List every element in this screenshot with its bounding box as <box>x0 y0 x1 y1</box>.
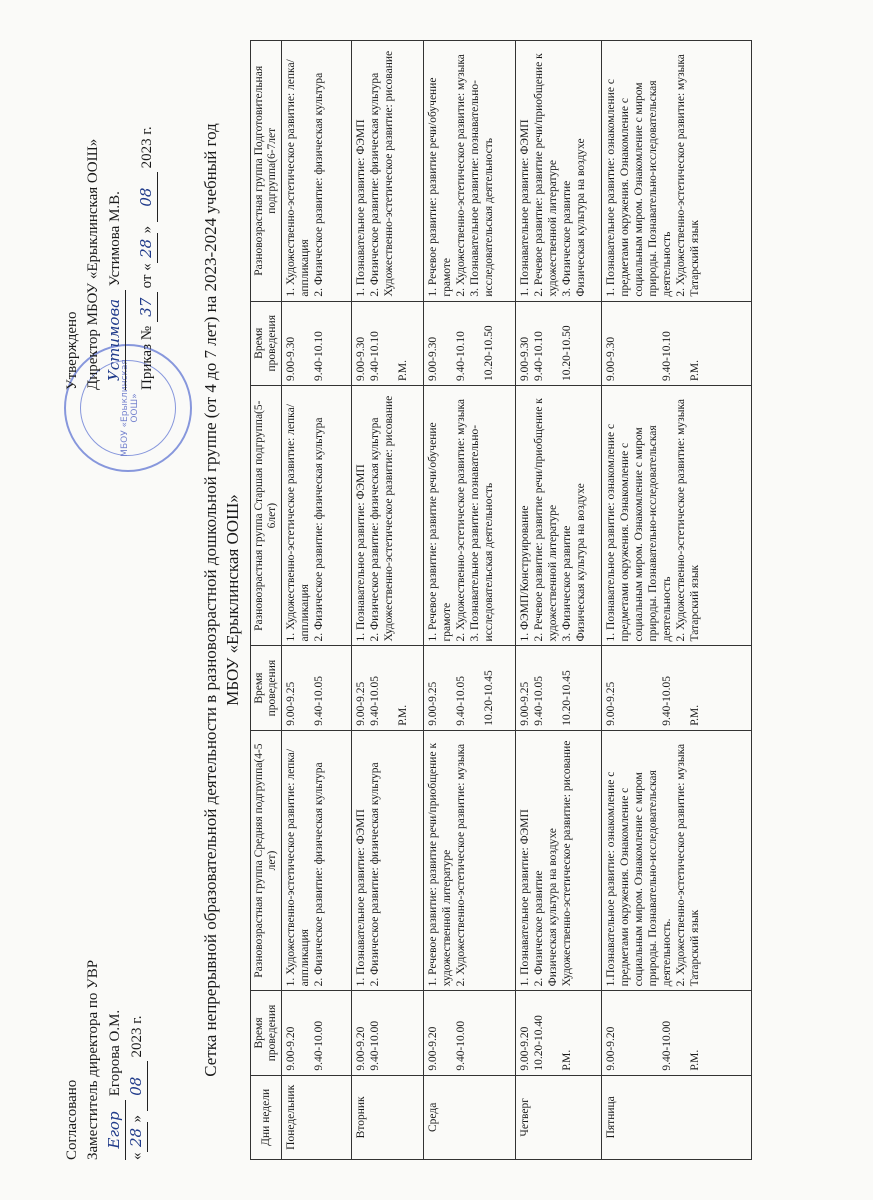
activity-item: 2. Физическое развитие: физическая культура <box>369 72 381 297</box>
day-label: Понедельник <box>285 1084 297 1150</box>
time-slot: 9.40-10.10 <box>455 331 467 381</box>
activity-item: 2. Физическое развитие <box>533 870 545 987</box>
schedule-body <box>282 41 752 1160</box>
time-slot: 9.00-9.25 <box>519 681 531 726</box>
activity-cell <box>424 730 516 991</box>
col-header-senior-group: Разновозрастная группа Старшая подгруппа(5-6лет) <box>251 385 282 646</box>
title-line-2: МБОУ «Ерыклинская ООШ» <box>223 494 242 706</box>
activity-item: 3. Познавательное развитие: познавательно-исследовательская деятельность <box>469 80 495 297</box>
activity-item: 2. Художественно-эстетическое развитие: музыка <box>455 743 467 987</box>
col-header-middle-group: Разновозрастная группа Средняя подгруппа(4-5 лет) <box>251 730 282 991</box>
time-slot: Р.М. <box>561 1049 573 1071</box>
activity-item: 1. Художественно-эстетическое развитие: лепка/аппликация <box>285 59 311 297</box>
time-slot <box>632 650 646 725</box>
table-row <box>352 41 424 1160</box>
time-cell <box>352 646 424 730</box>
director-signature: Устимова <box>104 290 126 390</box>
seal-text: МБОУ «Ерыклинская ООШ» <box>120 359 140 457</box>
time-slot <box>646 995 660 1070</box>
activity-cell <box>282 385 352 646</box>
time-slot <box>646 650 660 725</box>
time-slot: 9.00-9.30 <box>355 336 367 381</box>
activity-item: 1. Познавательное развитие: ФЭМП <box>355 809 367 987</box>
activity-item: 1. Познавательное развитие: ФЭМП <box>355 119 367 297</box>
time-slot: 9.00-9.25 <box>355 681 367 726</box>
time-slot <box>298 995 312 1070</box>
time-cell <box>602 301 752 385</box>
col-header-day: Дни недели <box>251 1075 282 1159</box>
time-cell <box>516 301 602 385</box>
time-slot: 9.00-9.30 <box>427 336 439 381</box>
deputy-signature: Егор <box>104 1100 126 1160</box>
time-slot <box>468 650 482 725</box>
time-slot: 9.40-10.05 <box>369 675 381 726</box>
table-header-row <box>251 41 282 1160</box>
time-slot: 9.40-10.00 <box>455 1020 467 1071</box>
activity-item: Татарский язык <box>689 909 701 987</box>
time-slot: 10.20-10.45 <box>483 670 495 726</box>
agreement-month: 08 <box>126 1061 148 1111</box>
time-slot: 9.40-10.05 <box>661 675 673 726</box>
activity-item: 2. Речевое развитие: развитие речи/приобщение к художественной литературе <box>533 398 559 642</box>
time-slot: Р.М. <box>397 704 409 726</box>
activity-cell <box>424 41 516 302</box>
deputy-signature-line <box>104 830 126 1160</box>
title-line-1: Сетка непрерывной образовательной деятельности в разновозрастной дошкольной группе (от 4 до 7 лет) на 2023-2024 учебный год <box>201 123 220 1077</box>
activity-item: 2. Художественно-эстетическое развитие: музыка <box>675 398 687 642</box>
time-slot <box>468 306 482 381</box>
time-cell <box>352 991 424 1075</box>
time-slot <box>618 650 632 725</box>
activity-item: 1. ФЭМП/Конструирование <box>519 505 531 642</box>
activity-item: 1. Познавательное развитие: ФЭМП <box>519 809 531 987</box>
time-slot <box>632 306 646 381</box>
order-day: 28 <box>136 233 158 263</box>
time-slot: 9.00-9.25 <box>285 681 297 726</box>
time-slot <box>618 995 632 1070</box>
activity-item: Татарский язык <box>689 564 701 642</box>
time-slot <box>382 306 396 381</box>
approved-label: Утверждено <box>64 311 80 390</box>
time-slot <box>674 650 688 725</box>
activity-cell <box>602 385 752 646</box>
agreed-label: Согласовано <box>64 1079 80 1160</box>
activity-cell <box>516 730 602 991</box>
order-month: 08 <box>136 172 158 222</box>
activity-item: 2. Художественно-эстетическое развитие: музыка <box>675 743 687 987</box>
time-slot: 9.00-9.25 <box>427 681 439 726</box>
day-cell <box>424 1075 516 1159</box>
time-cell <box>282 301 352 385</box>
time-slot: 9.40-10.00 <box>313 1020 325 1071</box>
col-header-time: Время проведения <box>251 301 282 385</box>
time-cell <box>282 991 352 1075</box>
order-year: 2023 г. <box>139 126 155 169</box>
time-slot <box>298 650 312 725</box>
day-cell <box>516 1075 602 1159</box>
activity-item: 1. Познавательное развитие: ФЭМП <box>355 464 367 642</box>
col-header-time: Время проведения <box>251 646 282 730</box>
activity-cell <box>424 385 516 646</box>
time-slot <box>646 306 660 381</box>
agreement-date: «28» 08 2023 г. <box>126 830 148 1160</box>
activity-item: 1.Познавательное развитие: ознакомление с предметами окружения. Ознакомление с социальным миром. Ознакомление с миром природы. Познавательно-исследовательская деятельность. <box>605 770 673 987</box>
order-line: Приказ № 37 от «28» 08 2023 г. <box>136 30 158 390</box>
order-prefix: Приказ № <box>139 325 155 390</box>
time-slot <box>382 650 396 725</box>
time-slot <box>440 650 454 725</box>
time-slot: 10.20-10.40 <box>533 1015 545 1071</box>
time-slot: Р.М. <box>689 1049 701 1071</box>
activity-item: 2. Физическое развитие: физическая культура <box>369 762 381 987</box>
time-slot: 9.00-9.30 <box>605 336 617 381</box>
time-cell <box>602 991 752 1075</box>
activity-item: 1. Художественно-эстетическое развитие: лепка/аппликация <box>285 748 311 987</box>
agreement-block <box>62 830 148 1160</box>
activity-item: Физическая культура на воздухе <box>547 828 559 987</box>
director-signature-line <box>104 30 126 390</box>
time-slot: 9.40-10.10 <box>369 331 381 381</box>
time-slot: Р.М. <box>689 360 701 381</box>
time-cell <box>424 646 516 730</box>
activity-item: 1. Познавательное развитие: ФЭМП <box>519 119 531 297</box>
activity-cell <box>602 730 752 991</box>
activity-item: 2. Физическое развитие: физическая культура <box>313 417 325 642</box>
time-slot: 10.20-10.50 <box>561 325 573 381</box>
time-slot <box>618 306 632 381</box>
time-slot: 9.40-10.05 <box>313 675 325 726</box>
day-label: Вторник <box>355 1096 367 1139</box>
time-slot <box>546 306 560 381</box>
activity-item: 3. Познавательное развитие: познавательно-исследовательская деятельность <box>469 424 495 642</box>
time-slot: 10.20-10.50 <box>483 325 495 381</box>
time-slot: 9.40-10.00 <box>661 1020 673 1071</box>
time-cell <box>424 991 516 1075</box>
time-slot: 9.40-10.10 <box>661 331 673 381</box>
day-cell <box>282 1075 352 1159</box>
time-slot: 9.00-9.20 <box>605 1026 617 1071</box>
activity-item: Физическая культура на воздухе <box>575 138 587 297</box>
time-slot <box>440 306 454 381</box>
activity-cell <box>352 730 424 991</box>
time-slot: Р.М. <box>397 360 409 381</box>
activity-item: Татарский язык <box>689 220 701 297</box>
activity-cell <box>516 385 602 646</box>
table-row <box>282 41 352 1160</box>
time-cell <box>516 646 602 730</box>
activity-item: 2. Художественно-эстетическое развитие: музыка <box>455 54 467 297</box>
time-cell <box>352 301 424 385</box>
time-slot: 9.00-9.20 <box>285 1026 297 1071</box>
time-slot: 9.40-10.10 <box>533 331 545 381</box>
activity-item: 1. Речевое развитие: развитие речи/обучение грамоте <box>427 422 453 642</box>
activity-cell <box>602 41 752 302</box>
time-slot: 9.40-10.10 <box>313 331 325 381</box>
day-label: Пятница <box>605 1096 617 1139</box>
activity-cell <box>352 41 424 302</box>
activity-cell <box>282 730 352 991</box>
activity-item: Художественно-эстетическое развитие: рисование <box>383 395 395 642</box>
time-slot <box>440 995 454 1070</box>
time-slot <box>546 995 560 1070</box>
activity-item: 1. Познавательное развитие: ознакомление с предметами окружения. Ознакомление с социальным миром. Ознакомление с миром природы. Познавательно-исследовательская деятельность <box>605 423 673 642</box>
table-row <box>424 41 516 1160</box>
time-slot <box>546 650 560 725</box>
approval-block <box>62 30 158 390</box>
activity-cell <box>352 385 424 646</box>
activity-item: 2. Физическое развитие: физическая культура <box>313 72 325 297</box>
order-number: 37 <box>136 292 158 322</box>
time-slot: 9.00-9.30 <box>285 336 297 381</box>
director-name: Устимова М.В. <box>107 191 123 287</box>
table-row <box>516 41 602 1160</box>
time-slot: 9.00-9.25 <box>605 681 617 726</box>
day-cell <box>352 1075 424 1159</box>
deputy-title: Заместитель директора по УВР <box>85 959 101 1160</box>
deputy-name: Егорова О.М. <box>107 1009 123 1097</box>
activity-item: 3. Физическое развитие <box>561 180 573 297</box>
time-slot <box>674 306 688 381</box>
activity-cell <box>516 41 602 302</box>
schedule-table <box>250 40 752 1160</box>
activity-item: 3. Физическое развитие <box>561 525 573 642</box>
time-slot: 9.40-10.05 <box>533 675 545 726</box>
day-cell <box>602 1075 752 1159</box>
time-slot: Р.М. <box>689 704 701 726</box>
activity-item: 1. Художественно-эстетическое развитие: лепка/аппликация <box>285 404 311 642</box>
col-header-prep-group: Разновозрастная группа Подготовительная подгруппа(6-7лет <box>251 41 282 302</box>
activity-cell <box>282 41 352 302</box>
activity-item: 2. Физическое развитие: физическая культура <box>369 417 381 642</box>
activity-item: 2. Физическое развитие: физическая культура <box>313 762 325 987</box>
time-cell <box>516 991 602 1075</box>
time-slot: 9.00-9.30 <box>519 336 531 381</box>
time-slot: 10.20-10.45 <box>561 670 573 726</box>
activity-item: Художественно-эстетическое развитие: рисование <box>383 50 395 297</box>
activity-item: 1. Речевое развитие: развитие речи/обучение грамоте <box>427 77 453 297</box>
activity-item: 1. Познавательное развитие: ознакомление с предметами окружения. Ознакомление с социальным миром. Ознакомление с миром природы. Познавательно-исследовательская деятельность <box>605 79 673 297</box>
activity-item: 2. Художественно-эстетическое развитие: музыка <box>675 54 687 297</box>
time-slot: 9.40-10.00 <box>369 1020 381 1071</box>
document-title <box>200 30 244 1170</box>
time-slot: 9.00-9.20 <box>355 1026 367 1071</box>
activity-item: 1. Речевое развитие: развитие речи/приобщение к художественной литературе <box>427 742 453 987</box>
time-slot <box>632 995 646 1070</box>
agreement-year: 2023 г. <box>129 1015 145 1058</box>
day-label: Среда <box>427 1102 439 1132</box>
col-header-time: Время проведения <box>251 991 282 1075</box>
activity-item: 2. Художественно-эстетическое развитие: музыка <box>455 398 467 642</box>
table-row <box>602 41 752 1160</box>
activity-item: 2. Речевое развитие: развитие речи/приобщение к художественной литературе <box>533 53 559 297</box>
time-cell <box>424 301 516 385</box>
time-slot <box>298 306 312 381</box>
director-title: Директор МБОУ «Ерыклинская ООШ» <box>85 138 101 390</box>
time-slot: 9.00-9.20 <box>427 1026 439 1071</box>
order-from: от « <box>139 263 155 289</box>
time-cell <box>282 646 352 730</box>
time-slot: 9.40-10.05 <box>455 675 467 726</box>
activity-item: Физическая культура на воздухе <box>575 483 587 642</box>
time-slot: 9.00-9.20 <box>519 1026 531 1071</box>
day-label: Четверг <box>519 1098 531 1137</box>
time-cell <box>602 646 752 730</box>
time-slot <box>674 995 688 1070</box>
activity-item: Художественно-эстетическое развитие: рисование <box>561 740 573 987</box>
agreement-day: 28 <box>126 1123 148 1153</box>
